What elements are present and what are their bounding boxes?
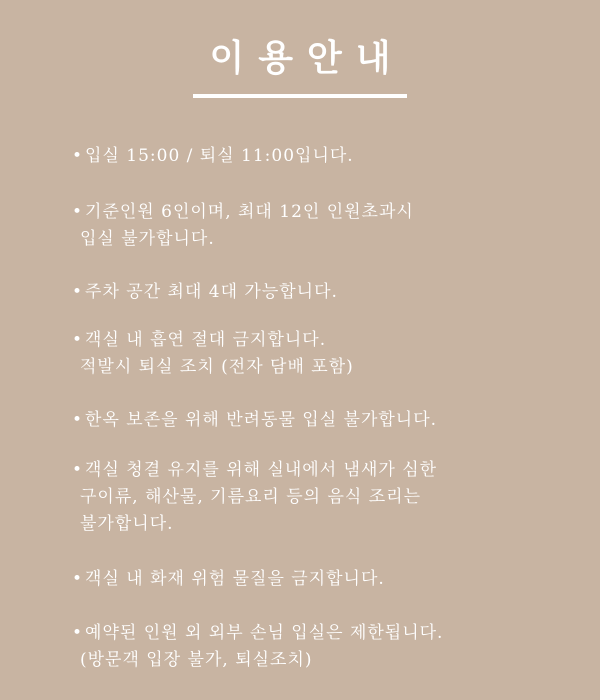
bullet-icon: • (72, 330, 84, 350)
rule-text: 기준인원 6인이며, 최대 12인 인원초과시 (85, 202, 414, 222)
rule-item-parking (72, 279, 572, 306)
rule-text-continued: (방문객 입장 불가, 퇴실조치) (80, 650, 313, 670)
rule-item-visitors (72, 620, 572, 674)
rule-text-continued: 적발시 퇴실 조치 (전자 담배 포함) (80, 357, 354, 377)
rule-text-continued: 불가합니다. (80, 514, 174, 534)
rule-item-checkin (72, 143, 572, 170)
bullet-icon: • (72, 410, 84, 430)
rule-text: 입실 15:00 / 퇴실 11:00입니다. (85, 146, 354, 166)
bullet-icon: • (72, 146, 84, 166)
page-title: 이용안내 (209, 37, 405, 79)
bullet-icon: • (72, 282, 84, 302)
bullet-icon: • (72, 623, 84, 643)
rule-item-cooking (72, 457, 572, 538)
rule-text: 주차 공간 최대 4대 가능합니다. (85, 282, 338, 302)
rule-item-capacity (72, 199, 572, 253)
rule-text: 객실 청결 유지를 위해 실내에서 냄새가 심한 (85, 460, 438, 480)
rule-text: 한옥 보존을 위해 반려동물 입실 불가합니다. (85, 410, 438, 430)
rule-text: 객실 내 흡연 절대 금지합니다. (85, 330, 327, 350)
bullet-icon: • (72, 460, 84, 480)
bullet-icon: • (72, 569, 84, 589)
rule-text: 객실 내 화재 위험 물질을 금지합니다. (85, 569, 385, 589)
rule-item-smoking (72, 327, 572, 381)
rule-text: 예약된 인원 외 외부 손님 입실은 제한됩니다. (85, 623, 444, 643)
title-divider (193, 94, 407, 98)
bullet-icon: • (72, 202, 84, 222)
rule-text-continued: 입실 불가합니다. (80, 229, 215, 249)
rule-item-pets (72, 407, 572, 434)
rule-item-fire-hazard (72, 566, 572, 593)
rule-text-continued: 구이류, 해산물, 기름요리 등의 음식 조리는 (80, 487, 422, 507)
